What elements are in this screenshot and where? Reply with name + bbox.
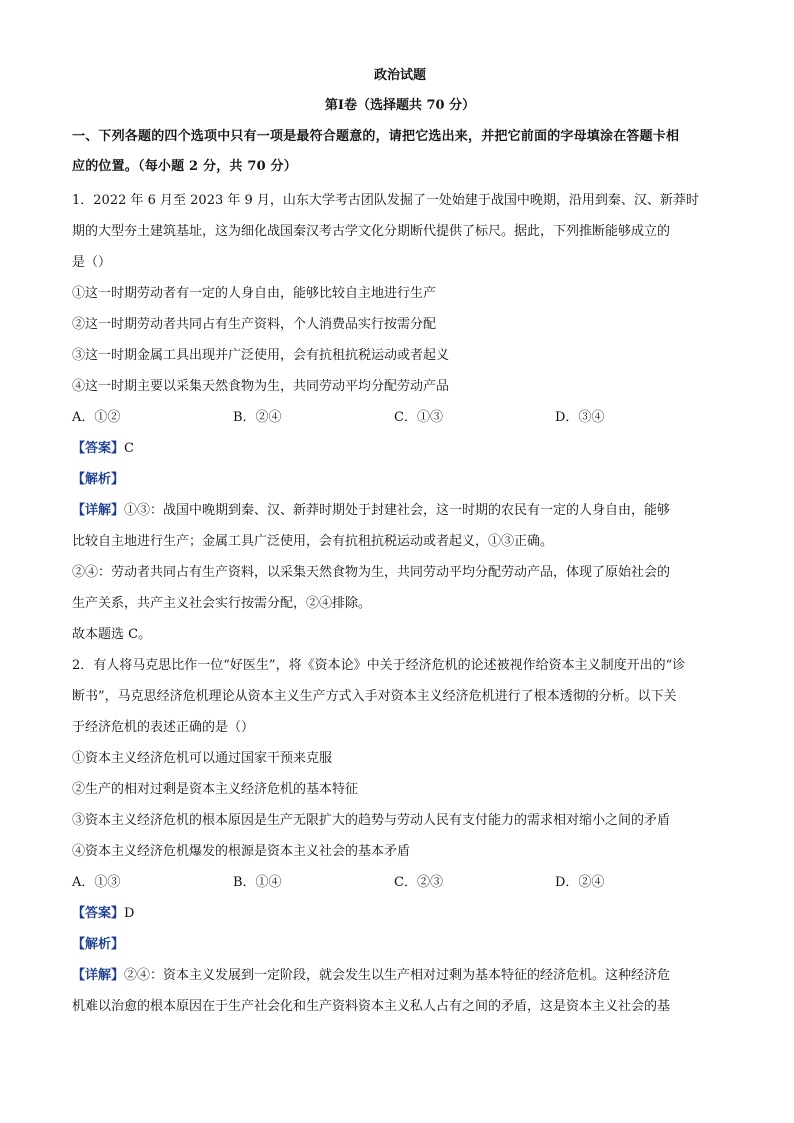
- statement-item: ②这一时期劳动者共同占有生产资料，个人消费品实行按需分配: [72, 317, 437, 332]
- analysis-line: [72, 929, 728, 960]
- page-title: 政治试题: [373, 68, 426, 83]
- analysis-tag: 【解析】: [72, 472, 125, 487]
- section-instructions: [72, 122, 728, 182]
- statement-item: ①资本主义经济危机可以通过国家干预来克服: [72, 751, 333, 766]
- statement-item: ④这一时期主要以采集天然食物为生，共同劳动平均分配劳动产品: [72, 379, 450, 394]
- question-stem-line: 1．2022 年 6 月至 2023 年 9 月，山东大学考古团队发掘了一处始建于战国中晚期，沿用到秦、汉、新莽时: [72, 193, 699, 208]
- statement-item: ③这一时期金属工具出现并广泛使用，会有抗租抗税运动或者起义: [72, 348, 450, 363]
- detail-tag: 【详解】: [72, 968, 125, 983]
- statement-item: ③资本主义经济危机的根本原因是生产无限扩大的趋势与劳动人民有支付能力的需求相对缩小之间的矛盾: [72, 813, 671, 828]
- analysis-line: [72, 464, 728, 495]
- question-stem-line: 期的大型夯土建筑基址，这为细化战国秦汉考古学文化分期断代提供了标尺。据此，下列推断能够成立的: [72, 224, 671, 239]
- detail-line: [72, 960, 728, 991]
- detail-line: ②④：劳动者共同占有生产资料，以采集天然食物为生，共同劳动平均分配劳动产品，体现了原始社会的: [72, 565, 671, 580]
- instruction-line: 一、下列各题的四个选项中只有一项是最符合题意的，请把它选出来，并把它前面的字母填涂在答题卡相: [72, 129, 680, 144]
- statement-item: ②生产的相对过剩是资本主义经济危机的基本特征: [72, 782, 359, 797]
- analysis-tag: 【解析】: [72, 937, 125, 952]
- detail-line: 机难以治愈的根本原因在于生产社会化和生产资料资本主义私人占有之间的矛盾，这是资本主义社会的基: [72, 999, 671, 1014]
- option-d: D．③④: [555, 410, 605, 425]
- option-a: A．①③: [72, 875, 121, 890]
- question-stem-line: 是（）: [72, 255, 112, 270]
- section-subtitle: 第Ⅰ卷（选择题共 70 分）: [324, 98, 476, 113]
- exam-page: [72, 64, 728, 1022]
- answer-value: C: [124, 441, 134, 456]
- answer-line: [72, 433, 728, 464]
- option-d: D．②④: [555, 875, 605, 890]
- option-a: A．①②: [72, 410, 121, 425]
- answer-tag: 【答案】: [72, 441, 125, 456]
- question-stem-line: 断书”，马克思经济危机理论从资本主义生产方式入手对资本主义经济危机进行了根本透彻的分析。以下关: [72, 689, 677, 704]
- option-c: C．②③: [394, 875, 443, 890]
- answer-value: D: [124, 906, 135, 921]
- detail-line: [72, 495, 728, 526]
- detail-line: 生产关系，共产主义社会实行按需分配，②④排除。: [72, 596, 372, 611]
- detail-text: ②④：资本主义发展到一定阶段，就会发生以生产相对过剩为基本特征的经济危机。这种经济危: [124, 968, 671, 983]
- detail-tag: 【详解】: [72, 503, 125, 518]
- option-c: C．①③: [394, 410, 443, 425]
- detail-line: 比较自主地进行生产；金属工具广泛使用，会有抗租抗税运动或者起义，①③正确。: [72, 534, 554, 549]
- answer-options: [72, 402, 728, 433]
- detail-line: 故本题选 C。: [72, 627, 152, 642]
- statement-item: ①这一时期劳动者有一定的人身自由，能够比较自主地进行生产: [72, 286, 437, 301]
- option-b: B．①④: [233, 875, 282, 890]
- question-stem-line: 2．有人将马克思比作一位“好医生”，将《资本论》中关于经济危机的论述被视作给资本主义制度开出的“诊: [72, 658, 686, 673]
- option-b: B．②④: [233, 410, 282, 425]
- question-2: [72, 650, 728, 1022]
- answer-options: [72, 867, 728, 898]
- detail-text: ①③：战国中晚期到秦、汉、新莽时期处于封建社会，这一时期的农民有一定的人身自由，能够: [124, 503, 671, 518]
- question-stem-line: 于经济危机的表述正确的是（）: [72, 720, 255, 735]
- answer-line: [72, 898, 728, 929]
- answer-tag: 【答案】: [72, 906, 125, 921]
- instruction-line: 应的位置。（每小题 2 分，共 70 分）: [72, 159, 297, 174]
- statement-item: ④资本主义经济危机爆发的根源是资本主义社会的基本矛盾: [72, 844, 411, 859]
- question-1: [72, 185, 728, 650]
